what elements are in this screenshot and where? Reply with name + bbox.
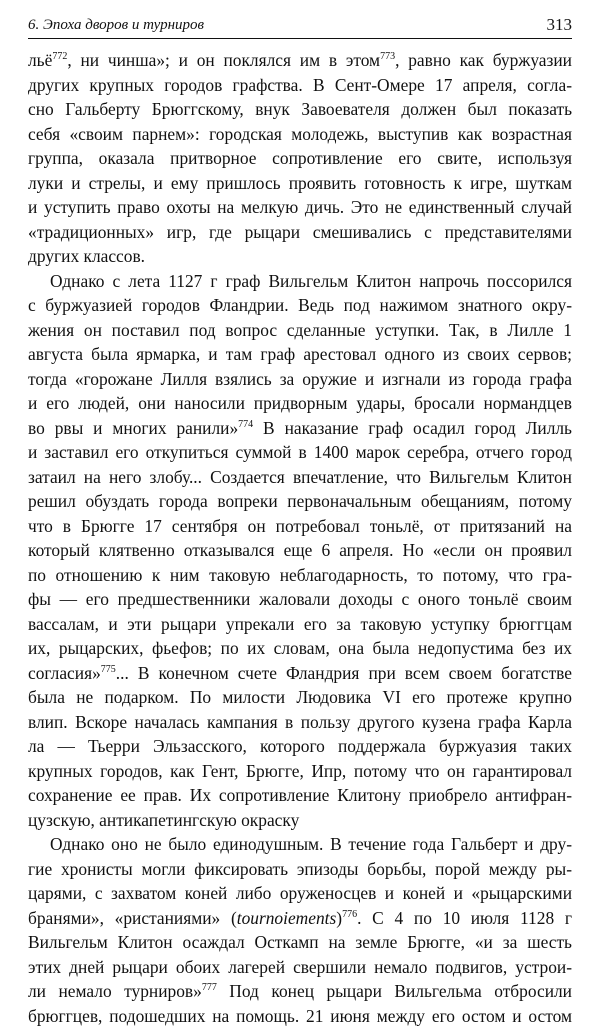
italic-term: tournoiements (237, 908, 337, 928)
line-text: августа была ярмарка, и там граф арестовал одного из своих сервов; (28, 344, 572, 364)
text-line (28, 636, 572, 661)
line-text: гие хронисты могли фиксировать эпизоды борьбы, порой между ры- (28, 859, 572, 879)
line-text: группа, оказала притворное сопротивление его свите, используя (28, 148, 572, 168)
text-line (28, 146, 572, 171)
line-text: фы — его предшественники жаловали доходы с оного тоньлё своим (28, 589, 572, 609)
line-text: себя «своим парнем»: городская молодежь, выступив как возрастная (28, 124, 572, 144)
footnote-ref: 776 (342, 909, 357, 920)
line-text: и заставил его откупиться суммой в 1400 марок серебра, отчего город (28, 442, 572, 462)
text-line (28, 612, 572, 637)
line-text: сно Гальберту Брюггскому, внук Завоевателя должен был показать (28, 99, 572, 119)
text-line (28, 881, 572, 906)
footnote-ref: 774 (238, 419, 253, 430)
text-line (28, 832, 572, 857)
line-text: который клятвенно отказывался еще 6 апреля. Но «если он проявил (28, 540, 572, 560)
line-text: тогда «горожане Лилля взялись за оружие и изгнали из города графа (28, 369, 572, 389)
line-text: ... В конечном счете Фландрия при всем своем богатстве (116, 663, 572, 683)
running-head: 6. Эпоха дворов и турниров (28, 17, 204, 34)
text-line (28, 293, 572, 318)
line-text: льё (28, 50, 52, 70)
text-line (28, 979, 572, 1004)
text-line (28, 857, 572, 882)
line-text: и уступить право охоты на мелкую дичь. Это не единственный случай (28, 197, 572, 217)
line-text: ли немало турниров» (28, 981, 202, 1001)
text-line (28, 391, 572, 416)
line-text: , ни чинша»; и он поклялся им в этом (67, 50, 380, 70)
line-text: Вильгельм Клитон осаждал Осткамп на земле Брюгге, «и за шесть (28, 932, 572, 952)
footnote-ref: 775 (101, 664, 116, 675)
text-line (28, 465, 572, 490)
line-text: Под конец рыцари Вильгельма отбросили (217, 981, 572, 1001)
line-text: их, рыцарских, фьефов; по их словам, она была недопустима без их (28, 638, 572, 658)
line-text: была не подарком. По милости Людовика VI его протеже крупно (28, 687, 572, 707)
text-line (28, 1004, 572, 1028)
line-text: бранями», «ристаниями» ( (28, 908, 237, 928)
text-line (28, 685, 572, 710)
text-line (28, 563, 572, 588)
line-text: согласия» (28, 663, 101, 683)
line-text: «традиционных» игр, где рыцари смешивались с представителями (28, 222, 572, 242)
text-line (28, 930, 572, 955)
text-line (28, 342, 572, 367)
text-line (28, 367, 572, 392)
page-header (28, 10, 572, 39)
line-text: Однако с лета 1127 г граф Вильгельм Клитон напрочь поссорился (50, 271, 572, 291)
text-line (28, 220, 572, 245)
text-line (28, 514, 572, 539)
line-text: Однако оно не было единодушным. В течение года Гальберт и дру- (50, 834, 572, 854)
line-text: . С 4 по 10 июля 1128 г (357, 908, 572, 928)
line-text: крупных городов, как Гент, Брюгге, Ипр, потому что он гарантировал (28, 761, 572, 781)
line-text: царями, с захватом коней либо оруженосцев и коней и «рыцарскими (28, 883, 572, 903)
line-text: этих дней рыцари обоих лагерей свершили немало подвигов, устрои- (28, 957, 572, 977)
body-text (28, 48, 572, 1028)
text-line (28, 587, 572, 612)
line-text: цузскую, антикапетингскую окраску (28, 810, 299, 830)
text-line (28, 906, 572, 931)
text-line (28, 808, 572, 833)
text-line (28, 97, 572, 122)
text-line (28, 538, 572, 563)
line-text: других классов. (28, 246, 145, 266)
line-text: с буржуазией городов Фландрии. Ведь под нажимом знатного окру- (28, 295, 572, 315)
text-line (28, 489, 572, 514)
line-text: жения он поставил под вопрос сделанные уступки. Так, в Лилле 1 (28, 320, 572, 340)
line-text: что в Брюгге 17 сентября он потребовал тоньлё, от притязаний на (28, 516, 572, 536)
footnote-ref: 777 (202, 982, 217, 993)
text-line (28, 734, 572, 759)
line-text: и его людей, они наносили придворным удары, бросали нормандцев (28, 393, 572, 413)
text-line (28, 955, 572, 980)
text-line (28, 269, 572, 294)
line-text: сохранение ее прав. Их сопротивление Клитону приобрело антифран- (28, 785, 572, 805)
line-text: затаил на него злобу... Создается впечатление, что Вильгельм Клитон (28, 467, 572, 487)
text-line (28, 710, 572, 735)
text-line (28, 171, 572, 196)
text-line (28, 783, 572, 808)
text-line (28, 122, 572, 147)
text-line (28, 48, 572, 73)
text-line (28, 195, 572, 220)
page-number: 313 (547, 15, 573, 35)
line-text: влип. Вскоре началась кампания в пользу другого кузена графа Карла (28, 712, 572, 732)
line-text: по отношению к ним таковую неблагодарность, то потому, что гра- (28, 565, 572, 585)
line-text: В наказание граф осадил город Лилль (253, 418, 572, 438)
line-text: ла — Тьерри Эльзасского, которого поддержала буржуазия таких (28, 736, 572, 756)
text-line (28, 73, 572, 98)
footnote-ref: 773 (380, 51, 395, 62)
line-text: ) (336, 908, 342, 928)
text-line (28, 661, 572, 686)
footnote-ref: 772 (52, 51, 67, 62)
line-text: решил обуздать города вопреки первоначальным обещаниям, потому (28, 491, 572, 511)
text-line (28, 759, 572, 784)
text-line (28, 416, 572, 441)
line-text: других крупных городов графства. В Сент-Омере 17 апреля, согла- (28, 75, 572, 95)
line-text: , равно как буржуазии (395, 50, 572, 70)
line-text: вассалам, и эти рыцари упрекали его за таковую уступку брюггцам (28, 614, 572, 634)
line-text: во рвы и многих ранили» (28, 418, 238, 438)
line-text: луки и стрелы, и ему пришлось проявить готовность к игре, шуткам (28, 173, 572, 193)
line-text: брюггцев, подошедших на помощь. 21 июня между его остом и остом (28, 1006, 572, 1026)
text-line (28, 318, 572, 343)
text-line (28, 244, 572, 269)
text-line (28, 440, 572, 465)
